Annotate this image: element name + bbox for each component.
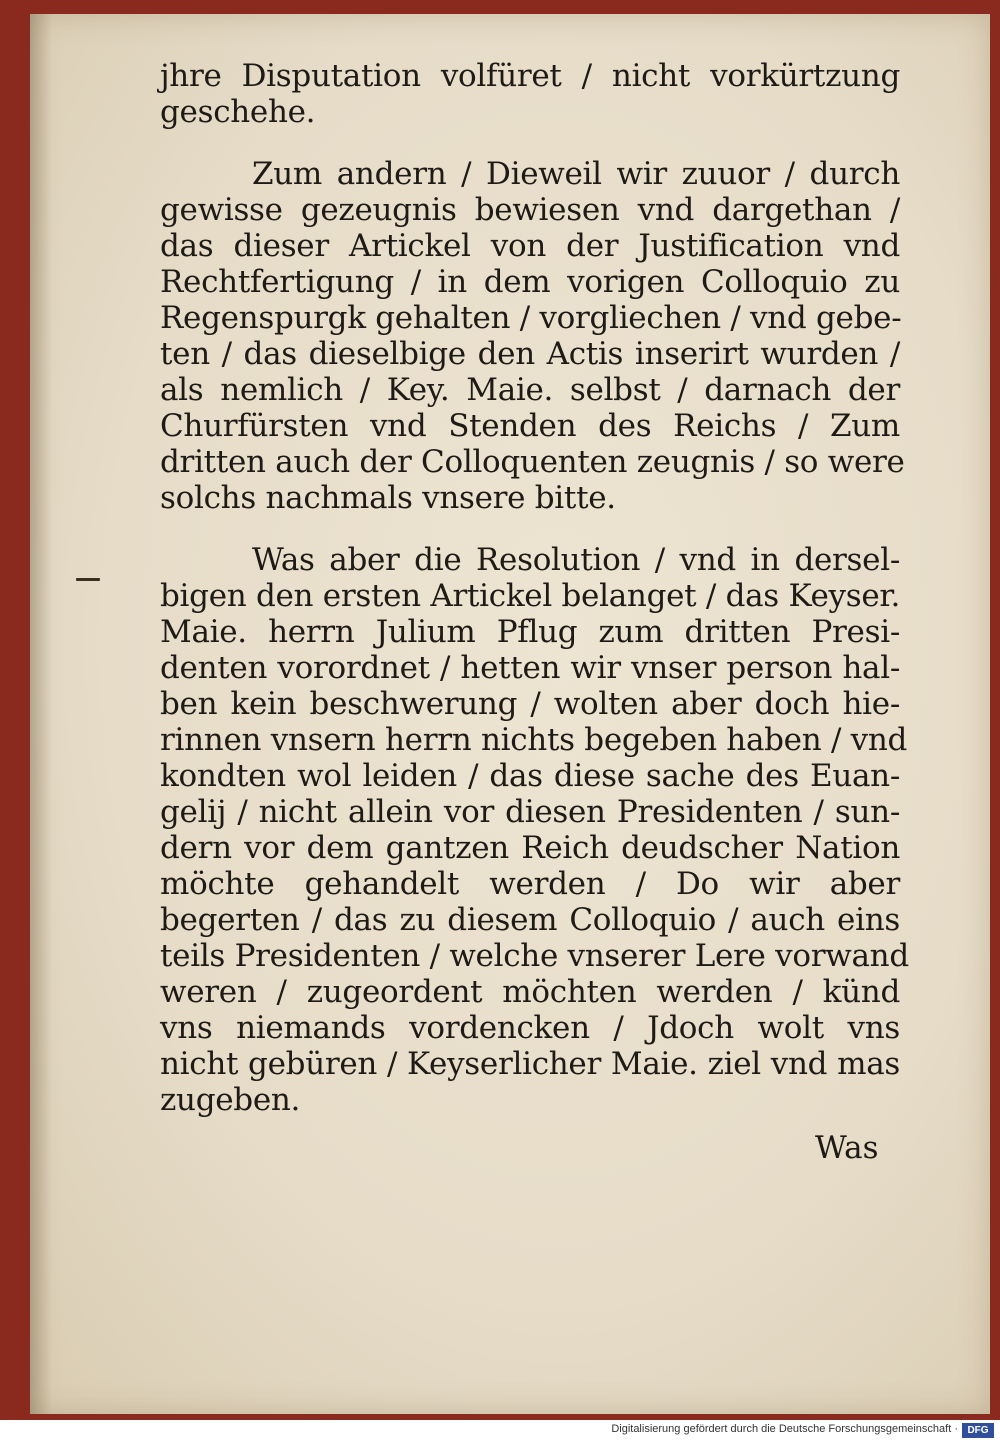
text-line: zugeben. [160, 1082, 301, 1118]
text-line: rinnen vnsern herrn nichts begeben haben / vnd [160, 722, 908, 758]
paragraph-2 [160, 156, 905, 516]
text-line: Was aber die Resolution / vnd in dersel- [252, 542, 900, 578]
text-line: kondten wol leiden / das diese sache des Euan- [160, 758, 900, 794]
text-line: weren / zugeordent möchten werden / künd [160, 974, 900, 1010]
text-line: ten / das dieselbige den Actis inserirt wurden / [160, 336, 900, 372]
page-text [160, 58, 909, 1144]
text-line: solchs nachmals vnsere bitte. [160, 480, 616, 516]
funding-credit: Digitalisierung gefördert durch die Deutsche Forschungsgemeinschaft · [611, 1423, 958, 1435]
text-line: jhre Disputation volfüret / nicht vorkürtzung [160, 58, 900, 94]
text-line: begerten / das zu diesem Colloquio / auch eins [160, 902, 900, 938]
footer-strip [0, 1420, 1000, 1443]
text-line: Rechtfertigung / in dem vorigen Colloquio zu [160, 264, 900, 300]
margin-mark [76, 578, 100, 581]
text-line: vns niemands vordencken / Jdoch wolt vns [160, 1010, 900, 1046]
text-line: möchte gehandelt werden / Do wir aber [160, 866, 900, 902]
text-line: Churfürsten vnd Stenden des Reichs / Zum [160, 408, 900, 444]
paragraph-1 [160, 58, 900, 130]
text-line: dritten auch der Colloquenten zeugnis / so were [160, 444, 905, 480]
text-line: bigen den ersten Artickel belanget / das Keyser. [160, 578, 901, 614]
text-line: ben kein beschwerung / wolten aber doch hie- [160, 686, 900, 722]
text-line: als nemlich / Key. Maie. selbst / darnach der [160, 372, 900, 408]
catchword: Was [815, 1130, 879, 1166]
text-line: Zum andern / Dieweil wir zuuor / durch [252, 156, 900, 192]
text-line: Regenspurgk gehalten / vorgliechen / vnd gebe- [160, 300, 902, 336]
text-line: Maie. herrn Julium Pflug zum dritten Presi- [160, 614, 900, 650]
text-line: dern vor dem gantzen Reich deudscher Nation [160, 830, 900, 866]
dfg-logo-icon: DFG [962, 1423, 994, 1438]
text-line: nicht gebüren / Keyserlicher Maie. ziel vnd mas [160, 1046, 900, 1082]
text-line: gelij / nicht allein vor diesen Presidenten / sun- [160, 794, 900, 830]
text-line: denten vorordnet / hetten wir vnser person hal- [160, 650, 900, 686]
text-line: gewisse gezeugnis bewiesen vnd dargethan / [160, 192, 900, 228]
page-gutter-shadow [30, 14, 52, 1414]
paragraph-3 [160, 542, 909, 1118]
text-line: geschehe. [160, 94, 316, 130]
text-line: das dieser Artickel von der Justification vnd [160, 228, 900, 264]
text-line: teils Presidenten / welche vnserer Lere vorwand [160, 938, 909, 974]
